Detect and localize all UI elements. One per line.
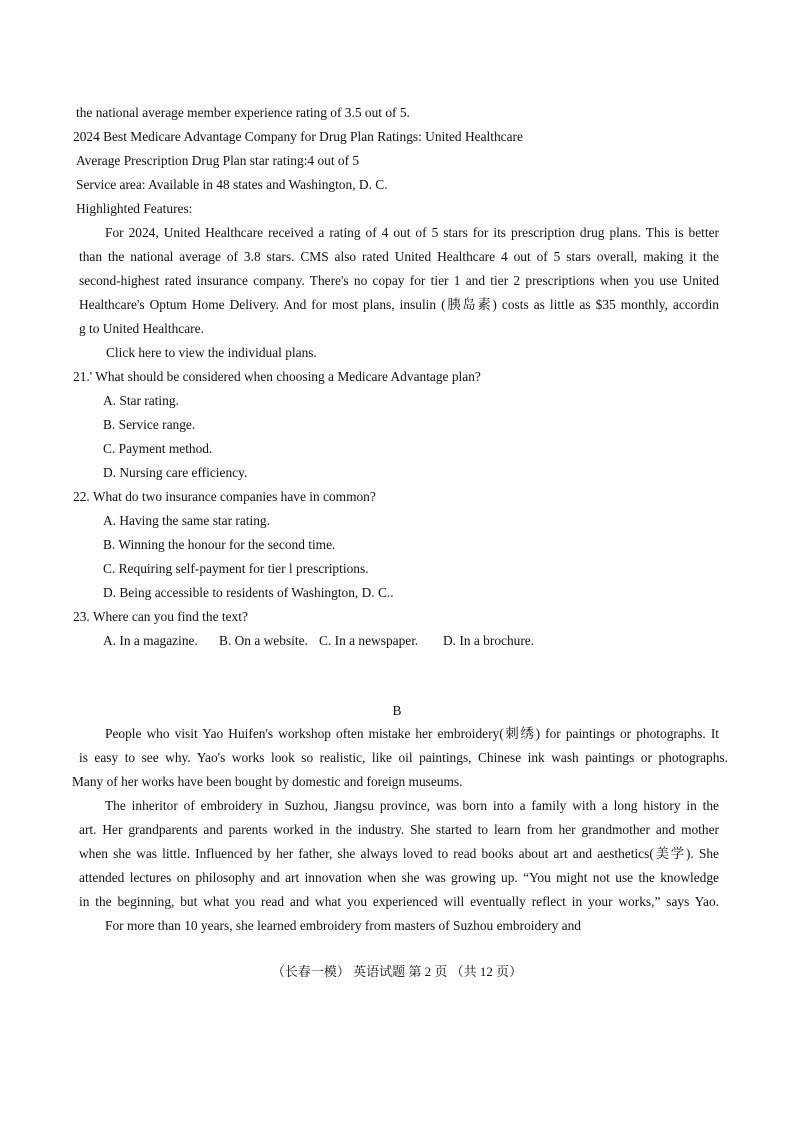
passage-b-line: in the beginning, but what you read and what you experienced will eventually reflect in your works,” says Yao. <box>79 894 719 909</box>
option-21-d: D. Nursing care efficiency. <box>103 465 248 480</box>
question-stem-21: 21.' What should be considered when choosing a Medicare Advantage plan? <box>73 369 481 384</box>
company-heading: 2024 Best Medicare Advantage Company for Drug Plan Ratings: United Healthcare <box>73 129 523 144</box>
passage-b-line: The inheritor of embroidery in Suzhou, Jiangsu province, was born into a family with a long history in the <box>105 798 719 813</box>
passage-b-line: is easy to see why. Yao's works look so realistic, like oil paintings, Chinese ink wash paintings or photographs. <box>79 750 728 765</box>
service-area-line: Service area: Available in 48 states and Washington, D. C. <box>76 177 388 192</box>
features-line: Healthcare's Optum Home Delivery. And for most plans, insulin (胰岛素) costs as little as $35 monthly, accordin <box>79 297 719 312</box>
passage-b-line: attended lectures on philosophy and art innovation when she was growing up. “You might not use the knowledge <box>79 870 719 885</box>
option-21-a: A. Star rating. <box>103 393 179 408</box>
question-stem-23: 23. Where can you find the text? <box>73 609 248 624</box>
option-22-b: B. Winning the honour for the second time. <box>103 537 336 552</box>
rating-line: Average Prescription Drug Plan star rating:4 out of 5 <box>76 153 360 168</box>
view-plans-link[interactable]: Click here to view the individual plans. <box>106 345 317 360</box>
features-line: For 2024, United Healthcare received a rating of 4 out of 5 stars for its prescription drug plans. This is better <box>105 225 719 240</box>
option-21-c: C. Payment method. <box>103 441 213 456</box>
options-23-row <box>103 633 534 649</box>
option-22-a: A. Having the same star rating. <box>103 513 270 528</box>
page-footer: （长春一模） 英语试题 第 2 页 （共 12 页） <box>271 964 523 979</box>
passage-b-line: For more than 10 years, she learned embroidery from masters of Suzhou embroidery and <box>105 918 581 933</box>
question-stem-22: 22. What do two insurance companies have in common? <box>73 489 376 504</box>
features-line: second-highest rated insurance company. There's no copay for tier 1 and tier 2 prescriptions when you use United <box>79 273 719 288</box>
section-heading-b: B <box>392 703 402 718</box>
passage-line: the national average member experience rating of 3.5 out of 5. <box>76 105 410 120</box>
passage-b-line: Many of her works have been bought by domestic and foreign museums. <box>72 774 463 789</box>
passage-b-line: when she was little. Influenced by her father, she always loved to read books about art and aesthetics(美学). She <box>79 846 719 861</box>
features-label: Highlighted Features: <box>76 201 193 216</box>
passage-b-line: People who visit Yao Huifen's workshop often mistake her embroidery(刺绣) for paintings or photographs. It <box>105 726 719 741</box>
option-22-d: D. Being accessible to residents of Washington, D. C.. <box>103 585 394 600</box>
option-23-c: C. In a newspaper. <box>319 633 419 648</box>
passage-b-line: art. Her grandparents and parents worked in the industry. She started to learn from her grandmother and mother <box>79 822 719 837</box>
option-23-a: A. In a magazine. <box>103 633 198 648</box>
option-21-b: B. Service range. <box>103 417 196 432</box>
option-22-c: C. Requiring self-payment for tier l prescriptions. <box>103 561 369 576</box>
option-23-d: D. In a brochure. <box>443 633 535 648</box>
features-line: g to United Healthcare. <box>79 321 204 336</box>
features-line: than the national average of 3.8 stars. CMS also rated United Healthcare 4 out of 5 stars overall, making it the <box>79 249 719 264</box>
option-23-b: B. On a website. <box>219 633 308 648</box>
